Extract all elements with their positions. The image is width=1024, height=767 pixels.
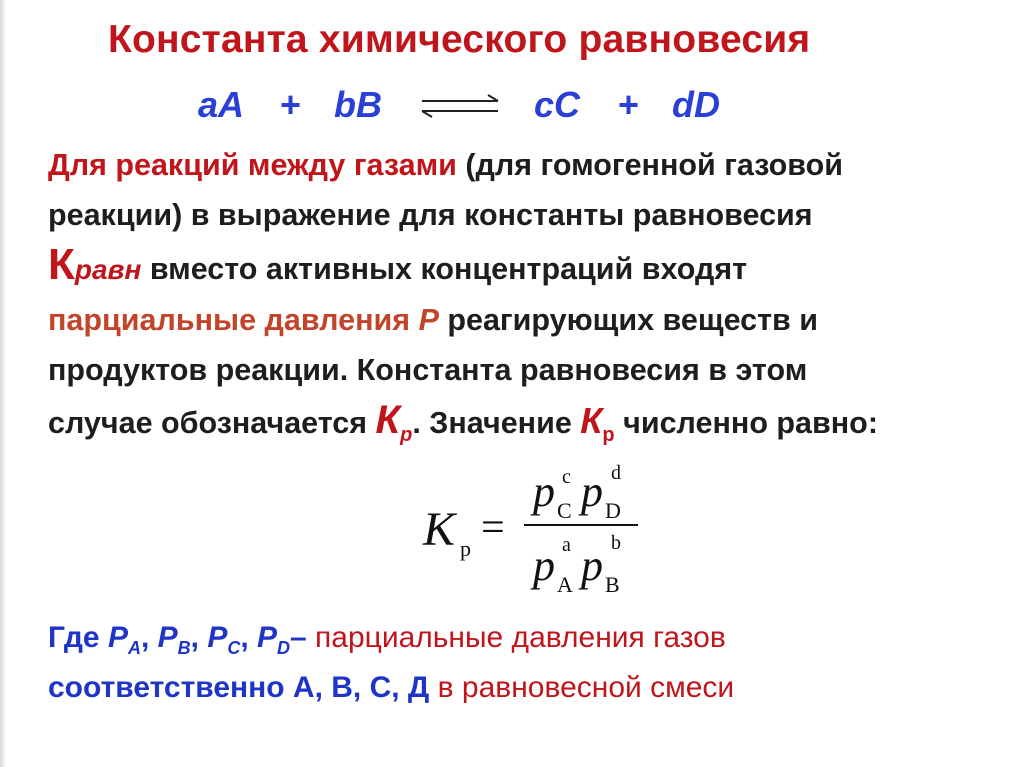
numerator-p-c: p bbox=[533, 467, 555, 516]
numerator-p-d: p bbox=[581, 467, 603, 516]
paragraph-text: вместо активных концентраций входят bbox=[141, 252, 748, 286]
numerator-sub-c: C bbox=[557, 498, 572, 523]
numerator-sup-c: c bbox=[562, 466, 571, 488]
p-b-symbol: P bbox=[157, 621, 178, 654]
slide-edge-shadow bbox=[0, 0, 6, 767]
where-label: Где bbox=[48, 621, 108, 654]
paragraph-text: (для гомогенной газовой bbox=[456, 148, 844, 182]
slide-title: Константа химического равновесия bbox=[108, 18, 811, 61]
product-c: cC bbox=[534, 84, 581, 125]
paragraph-line-2: реакции) в выражение для константы равновесия bbox=[48, 198, 813, 232]
denominator-sup-b: b bbox=[611, 532, 621, 554]
kp-subscript: p bbox=[400, 424, 413, 446]
p-d-subscript: D bbox=[277, 638, 291, 658]
denominator-p-b: p bbox=[581, 541, 603, 590]
paragraph-line-6 bbox=[48, 395, 1008, 460]
reactant-b: bB bbox=[334, 84, 382, 125]
partial-pressures-phrase: парциальные давления bbox=[48, 303, 419, 337]
footer-line-2 bbox=[48, 668, 1008, 708]
footer-line-1 bbox=[48, 618, 1008, 668]
formula-k: K bbox=[423, 503, 456, 556]
footer-note bbox=[48, 618, 1008, 708]
formula-equals: = bbox=[481, 505, 505, 551]
kp-symbol: К bbox=[375, 398, 401, 442]
paragraph-text: случае обозначается bbox=[48, 406, 376, 440]
paragraph-line-1 bbox=[48, 140, 1008, 190]
p-c-symbol: P bbox=[207, 621, 228, 654]
fraction-bar bbox=[524, 524, 638, 526]
paragraph-text: . Значение bbox=[412, 406, 581, 440]
k-equilibrium-symbol: К bbox=[48, 240, 75, 289]
denominator-sub-a: A bbox=[557, 572, 573, 597]
denominator-sup-a: a bbox=[562, 534, 571, 556]
separator: , bbox=[190, 621, 208, 654]
gas-reactions-phrase: Для реакций между газами bbox=[48, 148, 457, 182]
kp-subscript-2: р bbox=[602, 424, 615, 446]
denominator-p-a: p bbox=[533, 541, 555, 590]
plus-sign-1: + bbox=[280, 84, 302, 125]
product-d: dD bbox=[672, 84, 720, 125]
separator: , bbox=[240, 621, 257, 654]
paragraph-line-4 bbox=[48, 295, 1008, 345]
numerator-sub-d: D bbox=[605, 498, 621, 523]
paragraph-line-5: продуктов реакции. Константа равновесия в этом bbox=[48, 353, 808, 387]
kp-symbol-2: К bbox=[580, 400, 603, 441]
paragraph-text: реагирующих веществ и bbox=[438, 303, 819, 337]
denominator-sub-b: B bbox=[605, 572, 620, 597]
p-b-subscript: B bbox=[177, 638, 191, 658]
p-d-symbol: P bbox=[257, 621, 278, 654]
pressure-symbol: P bbox=[418, 303, 439, 337]
kp-formula bbox=[423, 462, 653, 602]
p-c-subscript: C bbox=[227, 638, 241, 658]
formula-k-subscript: p bbox=[460, 536, 471, 561]
numerator-sup-d: d bbox=[611, 462, 621, 484]
paragraph-line-3 bbox=[48, 240, 1008, 295]
equilibrium-mixture-text: в равновесной смеси bbox=[429, 671, 735, 704]
equilibrium-arrows-icon bbox=[420, 94, 500, 118]
reactant-a: aA bbox=[198, 84, 245, 125]
p-a-subscript: A bbox=[127, 638, 141, 658]
plus-sign-2: + bbox=[618, 84, 640, 125]
partial-pressures-text: парциальные давления газов bbox=[306, 621, 726, 654]
dash: – bbox=[290, 621, 307, 654]
p-a-symbol: P bbox=[107, 621, 128, 654]
k-equilibrium-subscript: равн bbox=[74, 254, 142, 285]
explanation-paragraph bbox=[48, 140, 1008, 460]
respectively-text: соответственно А, В, С, Д bbox=[48, 671, 430, 704]
separator: , bbox=[140, 621, 158, 654]
paragraph-text: численно равно: bbox=[614, 406, 878, 440]
